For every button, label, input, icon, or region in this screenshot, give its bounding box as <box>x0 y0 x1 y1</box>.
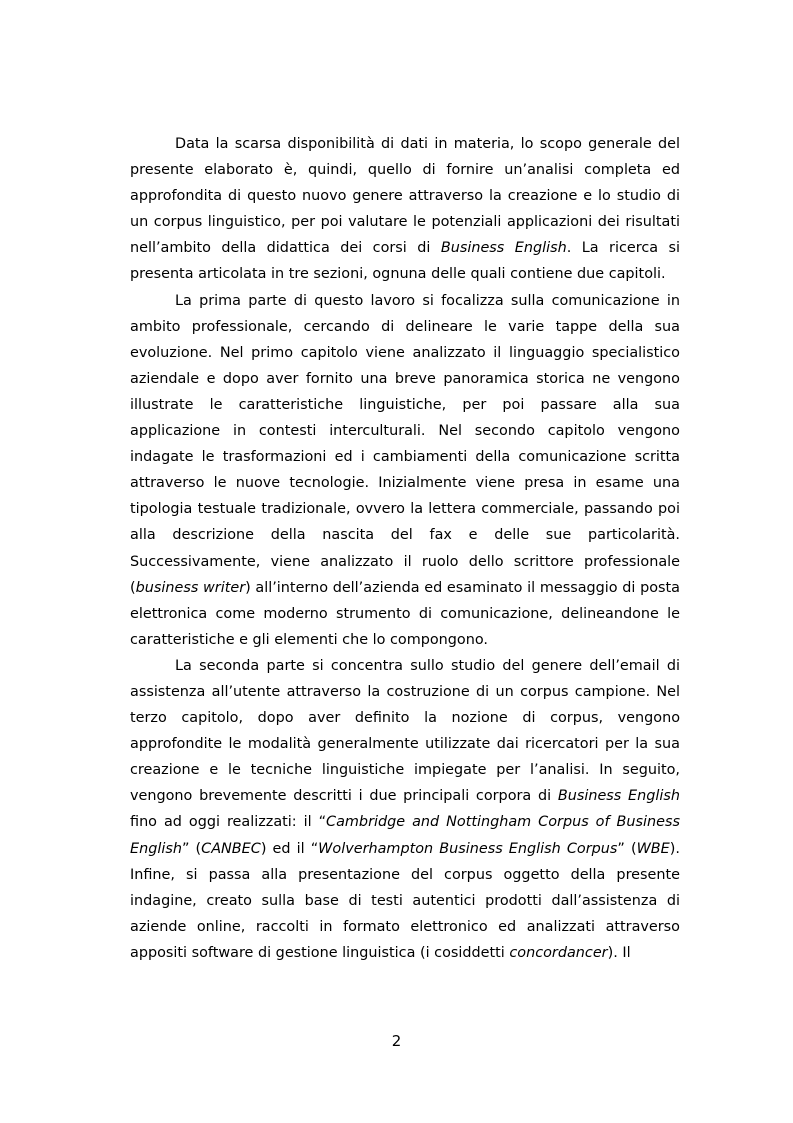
italic-term: Cambridge and Nottingham Corpus of Business English <box>130 814 680 857</box>
text-run: ” ( <box>181 840 202 857</box>
italic-term: WBE <box>636 840 670 857</box>
text-run: . La ricerca si presenta articolata in tre sezioni, ognuna delle quali contiene due capitoli. <box>130 240 680 283</box>
italic-term: CANBEC <box>201 840 261 857</box>
text-run: ). Il <box>607 944 631 961</box>
italic-term: business writer <box>135 579 246 596</box>
text-run: fino ad oggi realizzati: il “ <box>130 814 327 831</box>
italic-term: Wolverhampton Business English Corpus <box>318 840 618 857</box>
page-number: 2 <box>391 1032 402 1050</box>
italic-term: Business English <box>440 240 567 257</box>
paragraph-3 <box>130 653 680 966</box>
text-run: ). Infine, si passa alla presentazione del corpus oggetto della presente indagine, creato sulla base di testi autentici prodotti dall’assistenza di aziende online, raccolti in formato elettronico ed analizzati attraverso appositi software di gestione linguistica (i cosiddetti <box>130 840 680 961</box>
body-text <box>130 131 680 966</box>
text-run: La prima parte di questo lavoro si focalizza sulla comunicazione in ambito professionale, cercando di delineare le varie tappe della sua evoluzione. Nel primo capitolo viene analizzato il linguaggio specialistico aziendale e dopo aver fornito una breve panoramica storica ne vengono illustrate le caratteristiche linguistiche, per poi passare alla sua applicazione in contesti interculturali. Nel secondo capitolo vengono indagate le trasformazioni ed i cambiamenti della comunicazione scritta attraverso le nuove tecnologie. Inizialmente viene presa in esame una tipologia testuale tradizionale, ovvero la lettera commerciale, passando poi alla descrizione della nascita del fax e delle sue particolarità. Successivamente, viene analizzato il ruolo dello scrittore professionale ( <box>130 292 680 596</box>
text-run: Data la scarsa disponibilità di dati in materia, lo scopo generale del presente elaborato è, quindi, quello di fornire un’analisi completa ed approfondita di questo nuovo genere attraverso la creazione e lo studio di un corpus linguistico, per poi valutare le potenziali applicazioni dei risultati nell’ambito della didattica dei corsi di <box>130 136 680 257</box>
text-run: ) ed il “ <box>260 840 319 857</box>
text-run: ” ( <box>617 840 637 857</box>
paragraph-2 <box>130 288 680 653</box>
paragraph-1 <box>130 131 680 288</box>
italic-term: Business English <box>557 788 680 805</box>
text-run: La seconda parte si concentra sullo studio del genere dell’email di assistenza all’utente attraverso la costruzione di un corpus campione. Nel terzo capitolo, dopo aver definito la nozione di corpus, vengono approfondite le modalità generalmente utilizzate dai ricercatori per la sua creazione e le tecniche linguistiche impiegate per l’analisi. In seguito, vengono brevemente descritti i due principali corpora di <box>130 657 680 805</box>
italic-term: concordancer <box>509 944 608 961</box>
text-run: ) all’interno dell’azienda ed esaminato il messaggio di posta elettronica come moderno strumento di comunicazione, delineandone le caratteristiche e gli elementi che lo compongono. <box>130 579 680 648</box>
